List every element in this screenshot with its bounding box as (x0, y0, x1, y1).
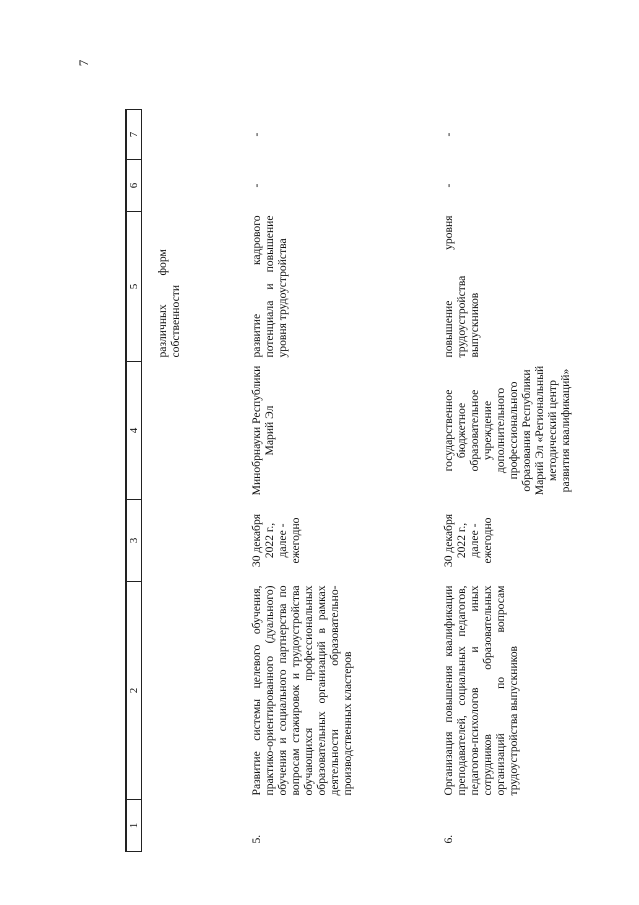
rotated-table-sheet (125, 110, 639, 852)
column-number: 7 (126, 110, 142, 160)
executor-cell: Минобрнауки Республики Марий Эл (250, 365, 276, 496)
row-number: 5. (250, 834, 263, 844)
page-number: 7 (76, 59, 91, 67)
deadline-cell (436, 500, 632, 582)
column-number: 2 (126, 582, 142, 800)
column-number: 4 (126, 362, 142, 500)
column-6-cell: - (442, 183, 455, 188)
deadline-text: далее - (276, 523, 289, 558)
deadline-text: 2022 г., (263, 522, 276, 559)
column-7-cell: - (250, 132, 263, 137)
column-number: 6 (126, 160, 142, 212)
event-cell: Развитие системы целевого обучения, практико-ориентированного (дуального) обучения и социального партнерства по вопросам стажировок и трудоустройства обучающихся профессиональных образовательных организаций в рамках деятельности образовательно-производственных кластеров (250, 585, 354, 796)
deadline-cell (244, 500, 436, 582)
table-row (436, 110, 632, 852)
column-number: 1 (126, 800, 142, 852)
executor-cell: государственное бюджетное образовательное учреждение дополнительного профессионального образования Республики Марий Эл «Региональный методический центр развития квалификаций» (442, 365, 572, 496)
deadline-text: 2022 г., (455, 522, 468, 559)
column-number: 5 (126, 212, 142, 362)
column-6-cell: - (250, 183, 263, 188)
deadline-text: 30 декабря (442, 513, 455, 568)
event-cell: Организация повышения квалификации преподавателей, социальных педагогов, педагогов-психологов и иных сотрудников образовательных организаций по вопросам трудоустройства выпускников (442, 585, 520, 796)
result-cell: развитие кадрового потенциала и повышение уровня трудоустройства (250, 215, 289, 358)
column-7-cell: - (442, 132, 455, 137)
plan-table (125, 109, 632, 852)
table-row (244, 110, 436, 852)
deadline-text: 30 декабря (250, 513, 263, 568)
deadline-text: далее - (468, 523, 481, 558)
result-text-line: собственности (169, 284, 182, 358)
column-number: 3 (126, 500, 142, 582)
deadline-text: ежегодно (289, 517, 302, 564)
result-text-line: различных форм (156, 249, 169, 358)
result-cell: повышение уровня трудоустройства выпускников (442, 215, 481, 358)
row-number: 6. (442, 834, 455, 844)
result-cell-continued (142, 212, 245, 362)
column-number-row (126, 110, 142, 852)
continued-row (142, 110, 245, 852)
deadline-text: ежегодно (481, 517, 494, 564)
